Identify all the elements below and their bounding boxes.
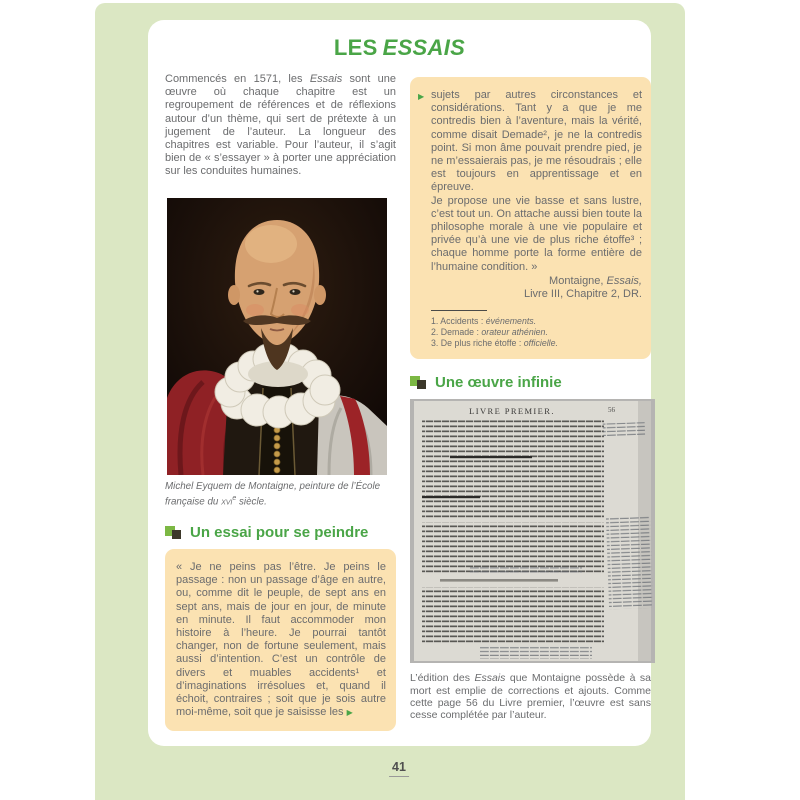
footnote-divider <box>431 310 487 311</box>
page-number: 41 <box>389 760 409 777</box>
portrait-caption-ordinal: e <box>232 494 237 502</box>
page-title-prefix: LES <box>333 35 378 60</box>
two-column-layout <box>165 73 651 731</box>
quote-left-paragraph <box>176 561 386 719</box>
book-caption-work: Essais <box>474 672 506 685</box>
footnote-1 <box>431 316 642 327</box>
page-content <box>148 20 651 746</box>
book-caption <box>410 672 651 721</box>
section-bullet-icon <box>410 375 427 390</box>
page-title-work: ESSAIS <box>382 35 466 60</box>
bullet-dark-square <box>417 380 426 389</box>
attribution-author: Montaigne, <box>549 274 607 287</box>
quote-box-left <box>165 549 396 731</box>
book-caption-post: que Montaigne possède à sa mort est emplie de corrections et ajouts. Comme cette page 56 du Livre premier, l’œuvre est sans cesse complétée par l’auteur. <box>410 672 651 722</box>
portrait-caption-century: xvi <box>221 495 233 507</box>
continuation-arrow-icon: ▶ <box>418 92 425 101</box>
footnote-2 <box>431 327 642 338</box>
portrait-caption-post: siècle. <box>236 495 267 507</box>
quote-attribution <box>431 275 642 301</box>
section-bullet-icon <box>165 525 182 540</box>
continuation-arrow-icon: ▶ <box>346 708 353 718</box>
left-column <box>165 73 396 731</box>
quote-right-paragraph-1 <box>418 89 642 195</box>
quote-left-text: « Je ne peins pas l’être. Je peins le passage : non un passage d’âge en autre, ou, comme dit le peuple, de sept ans en sept ans, mais de jour en jour, de minute en minute. Il faut accommoder mon histoire à l’heure. Je pourrai tantôt changer, non de fortune seulement, mais aussi d’intention. C’est un contrôle de divers et muables accidents¹ et d’imaginations irrésolues et, quand il échoit, contraires ; soit que je sois autre moi-même, soit que je saisisse les <box>176 560 386 719</box>
section-heading-label: Une œuvre infinie <box>435 374 562 392</box>
attribution-work: Essais, <box>606 274 642 287</box>
portrait-caption <box>165 481 396 508</box>
quote-right-text-1: sujets par autres circonstances et considérations. Tant y a que je me contredis bien à l’aventure, mais la vérité, comme disait Demade², je ne la contredis point. Si mon âme pouvait prendre pied, je ne m’essaierais pas, je me résoudrais ; elle est toujours en apprentissage et en épreuve. <box>431 89 642 194</box>
intro-text-post: sont une œuvre où chaque chapitre est un regroupement de références et de réflexions autour d’un thème, qui sert de prétexte à un jugement de l’auteur. La longueur des chapitres est variable. Pour l’auteur, il s’agit bien de « s’essayer » à porter une appréciation sur les conduites humaines. <box>165 73 396 178</box>
section-heading-une-oeuvre-infinie <box>410 374 651 391</box>
footnote-3 <box>431 338 642 349</box>
footnote-term: 3. De plus riche étoffe : <box>431 338 524 349</box>
old-book-page-illustration <box>410 399 655 663</box>
montaigne-portrait-illustration <box>167 198 387 475</box>
footnote-term: 1. Accidents : <box>431 316 486 327</box>
section-heading-un-essai-pour-se-peindre <box>165 524 396 541</box>
footnote-definition: événements. <box>485 316 537 327</box>
intro-paragraph <box>165 73 396 179</box>
montaigne-portrait-image <box>167 198 387 475</box>
book-page-header: LIVRE PREMIER. <box>469 406 555 417</box>
quote-right-paragraph-2: Je propose une vie basse et sans lustre, c’est tout un. On attache aussi bien toute la philosophe morale à une vie populaire et privée qu’à une vie de plus riche étoffe³ ; chaque homme porte la forme entière de l’humaine condition. » <box>431 194 642 273</box>
bullet-dark-square <box>172 530 181 539</box>
essais-annotated-page-image <box>410 399 655 663</box>
footnote-term: 2. Demade : <box>431 327 482 338</box>
intro-work-title: Essais <box>309 73 343 85</box>
book-caption-pre: L’édition des <box>410 672 475 685</box>
portrait-caption-pre: Michel Eyquem de Montaigne, peinture de l’École française du <box>165 480 381 507</box>
book-page-folio: 56 <box>608 406 615 415</box>
attribution-reference: Livre III, Chapitre 2, DR. <box>524 288 642 301</box>
footnote-definition: orateur athénien. <box>481 327 548 338</box>
right-column <box>410 73 651 731</box>
footnote-definition: officielle. <box>523 338 558 349</box>
section-heading-label: Un essai pour se peindre <box>190 523 369 541</box>
quote-box-right <box>410 77 651 359</box>
page-title <box>148 35 651 61</box>
page-background <box>95 3 685 800</box>
intro-text-pre: Commencés en 1571, les <box>165 73 310 85</box>
